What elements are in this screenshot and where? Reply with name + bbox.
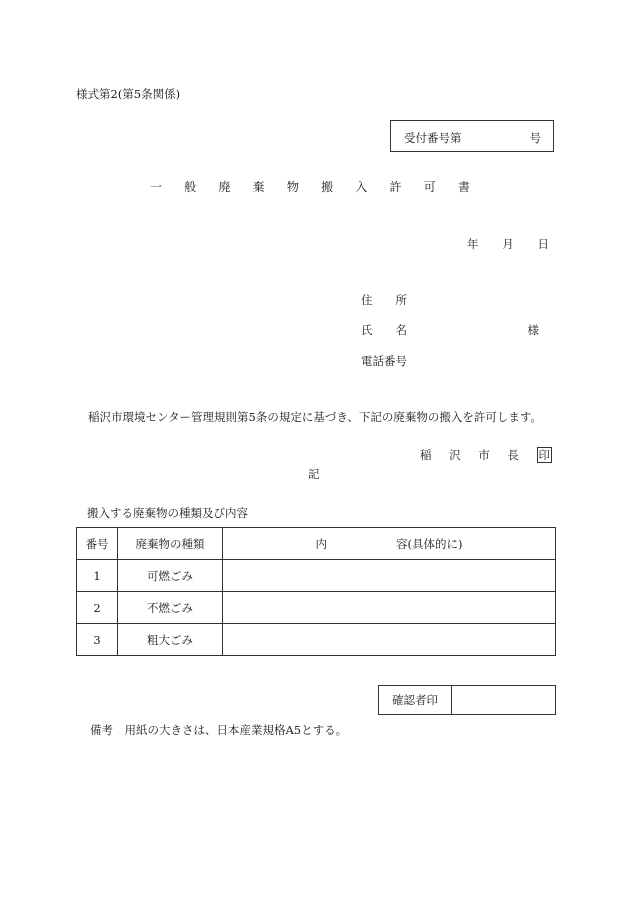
confirmation-seal-field[interactable] [452,686,555,714]
row-content-field[interactable] [223,560,556,592]
receipt-number-suffix: 号 [529,131,541,145]
title-char: 許 [389,180,402,194]
phone-label: 電話番号 [361,354,407,368]
issuer-char: 市 [478,448,490,462]
form-number-label: 様式第2(第5条関係) [76,87,181,101]
title-char: 般 [184,180,197,194]
row-waste-type: 不燃ごみ [118,592,223,624]
ki-heading: 記 [308,467,320,481]
title-char: 入 [355,180,368,194]
title-char: 書 [457,180,470,194]
title-char: 可 [423,180,436,194]
honorific: 様 [527,323,539,337]
table-row [77,624,556,656]
title-char: 棄 [252,180,265,194]
document-title [150,178,470,195]
remarks-note: 備考 用紙の大きさは、日本産業規格A5とする。 [90,723,348,737]
row-number: 2 [77,592,118,624]
row-waste-type: 可燃ごみ [118,560,223,592]
date-day: 日 [537,237,549,251]
date-line [467,236,549,252]
header-content: 内 容(具体的に) [223,528,556,560]
confirmation-seal-box [378,685,556,715]
header-number: 番号 [77,528,118,560]
date-month: 月 [502,237,514,251]
name-label: 氏 名 [361,323,407,337]
row-number: 1 [77,560,118,592]
receipt-number-label: 受付番号第 [404,131,462,145]
confirmation-label: 確認者印 [379,686,452,714]
table-header-row [77,528,556,560]
row-content-field[interactable] [223,592,556,624]
title-char: 一 [150,180,163,194]
name-row [361,322,539,338]
table-row [77,592,556,624]
issuer-line [420,447,552,463]
title-char: 廃 [218,180,231,194]
receipt-number-box [390,120,554,152]
table-row [77,560,556,592]
seal-mark: 印 [538,448,550,462]
permission-body-text: 稲沢市環境センター管理規則第5条の規定に基づき、下記の廃棄物の搬入を許可します。 [88,410,542,424]
table-title: 搬入する廃棄物の種類及び内容 [87,506,248,520]
issuer-char: 長 [507,448,519,462]
title-char: 物 [286,180,299,194]
waste-table [76,527,556,656]
issuer-char: 沢 [449,448,461,462]
issuer-char: 稲 [420,448,432,462]
header-waste-type: 廃棄物の種類 [118,528,223,560]
address-label: 住 所 [361,293,407,307]
row-content-field[interactable] [223,624,556,656]
title-char: 搬 [321,180,334,194]
row-number: 3 [77,624,118,656]
date-year: 年 [467,237,479,251]
row-waste-type: 粗大ごみ [118,624,223,656]
